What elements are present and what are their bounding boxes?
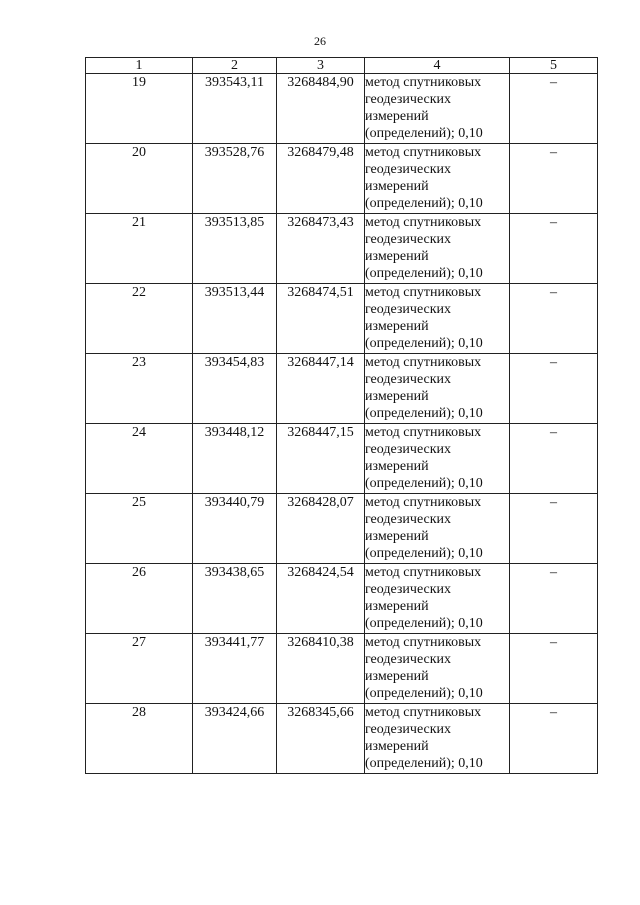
coordinate-y: 3268447,15 <box>277 424 365 494</box>
table-row <box>86 494 598 564</box>
note-dash: – <box>510 74 598 144</box>
method-cell <box>365 494 510 564</box>
method-line: геодезических <box>365 512 452 527</box>
note-dash: – <box>510 424 598 494</box>
method-cell <box>365 564 510 634</box>
table-row <box>86 214 598 284</box>
method-line: метод спутниковых <box>365 635 482 650</box>
page-number: 26 <box>314 34 326 48</box>
method-line: измерений <box>365 179 429 194</box>
method-line: измерений <box>365 389 429 404</box>
method-line: (определений); 0,10 <box>365 196 483 211</box>
coordinate-y: 3268345,66 <box>277 704 365 774</box>
point-number: 21 <box>86 214 193 284</box>
method-line: (определений); 0,10 <box>365 686 483 701</box>
method-line: (определений); 0,10 <box>365 406 483 421</box>
coordinate-y: 3268474,51 <box>277 284 365 354</box>
coordinate-x: 393454,83 <box>193 354 277 424</box>
table-row <box>86 424 598 494</box>
method-line: геодезических <box>365 232 452 247</box>
coordinate-x: 393513,44 <box>193 284 277 354</box>
table-header-row <box>86 58 598 74</box>
table-row <box>86 354 598 424</box>
header-col-2: 2 <box>193 58 277 74</box>
method-line: (определений); 0,10 <box>365 616 483 631</box>
method-line: геодезических <box>365 582 452 597</box>
point-number: 27 <box>86 634 193 704</box>
table-row <box>86 144 598 214</box>
point-number: 24 <box>86 424 193 494</box>
note-dash: – <box>510 284 598 354</box>
coordinate-y: 3268473,43 <box>277 214 365 284</box>
method-cell <box>365 424 510 494</box>
method-line: (определений); 0,10 <box>365 756 483 771</box>
coordinate-x: 393513,85 <box>193 214 277 284</box>
method-line: измерений <box>365 739 429 754</box>
header-col-4: 4 <box>365 58 510 74</box>
method-line: (определений); 0,10 <box>365 266 483 281</box>
method-line: измерений <box>365 109 429 124</box>
point-number: 20 <box>86 144 193 214</box>
method-line: (определений); 0,10 <box>365 126 483 141</box>
point-number: 25 <box>86 494 193 564</box>
note-dash: – <box>510 564 598 634</box>
method-line: измерений <box>365 249 429 264</box>
method-cell <box>365 354 510 424</box>
method-line: метод спутниковых <box>365 355 482 370</box>
note-dash: – <box>510 214 598 284</box>
method-line: (определений); 0,10 <box>365 546 483 561</box>
method-line: геодезических <box>365 92 452 107</box>
method-line: геодезических <box>365 442 452 457</box>
table-row <box>86 564 598 634</box>
point-number: 28 <box>86 704 193 774</box>
header-col-5: 5 <box>510 58 598 74</box>
method-line: геодезических <box>365 722 452 737</box>
method-line: метод спутниковых <box>365 705 482 720</box>
note-dash: – <box>510 144 598 214</box>
coordinate-y: 3268484,90 <box>277 74 365 144</box>
method-line: (определений); 0,10 <box>365 476 483 491</box>
coordinate-x: 393440,79 <box>193 494 277 564</box>
method-cell <box>365 214 510 284</box>
note-dash: – <box>510 354 598 424</box>
coordinate-x: 393424,66 <box>193 704 277 774</box>
coordinate-x: 393543,11 <box>193 74 277 144</box>
method-line: измерений <box>365 669 429 684</box>
method-line: измерений <box>365 319 429 334</box>
coordinate-y: 3268447,14 <box>277 354 365 424</box>
coordinate-x: 393438,65 <box>193 564 277 634</box>
method-line: геодезических <box>365 302 452 317</box>
coordinates-table <box>85 57 598 774</box>
table-body <box>86 74 598 774</box>
point-number: 22 <box>86 284 193 354</box>
method-line: метод спутниковых <box>365 145 482 160</box>
table-row <box>86 74 598 144</box>
note-dash: – <box>510 634 598 704</box>
method-line: метод спутниковых <box>365 565 482 580</box>
header-col-1: 1 <box>86 58 193 74</box>
table-row <box>86 634 598 704</box>
note-dash: – <box>510 494 598 564</box>
coordinate-y: 3268479,48 <box>277 144 365 214</box>
coordinate-x: 393448,12 <box>193 424 277 494</box>
method-cell <box>365 284 510 354</box>
method-line: (определений); 0,10 <box>365 336 483 351</box>
method-cell <box>365 144 510 214</box>
method-line: измерений <box>365 459 429 474</box>
method-cell <box>365 704 510 774</box>
coordinate-x: 393528,76 <box>193 144 277 214</box>
header-col-3: 3 <box>277 58 365 74</box>
point-number: 23 <box>86 354 193 424</box>
point-number: 26 <box>86 564 193 634</box>
method-line: геодезических <box>365 372 452 387</box>
method-cell <box>365 74 510 144</box>
method-line: геодезических <box>365 652 452 667</box>
method-line: метод спутниковых <box>365 495 482 510</box>
note-dash: – <box>510 704 598 774</box>
coordinate-y: 3268410,38 <box>277 634 365 704</box>
method-line: измерений <box>365 529 429 544</box>
table-row <box>86 284 598 354</box>
method-cell <box>365 634 510 704</box>
method-line: метод спутниковых <box>365 285 482 300</box>
method-line: метод спутниковых <box>365 75 482 90</box>
method-line: геодезических <box>365 162 452 177</box>
coordinate-y: 3268428,07 <box>277 494 365 564</box>
coordinate-x: 393441,77 <box>193 634 277 704</box>
method-line: метод спутниковых <box>365 425 482 440</box>
table-row <box>86 704 598 774</box>
method-line: метод спутниковых <box>365 215 482 230</box>
coordinate-y: 3268424,54 <box>277 564 365 634</box>
method-line: измерений <box>365 599 429 614</box>
point-number: 19 <box>86 74 193 144</box>
